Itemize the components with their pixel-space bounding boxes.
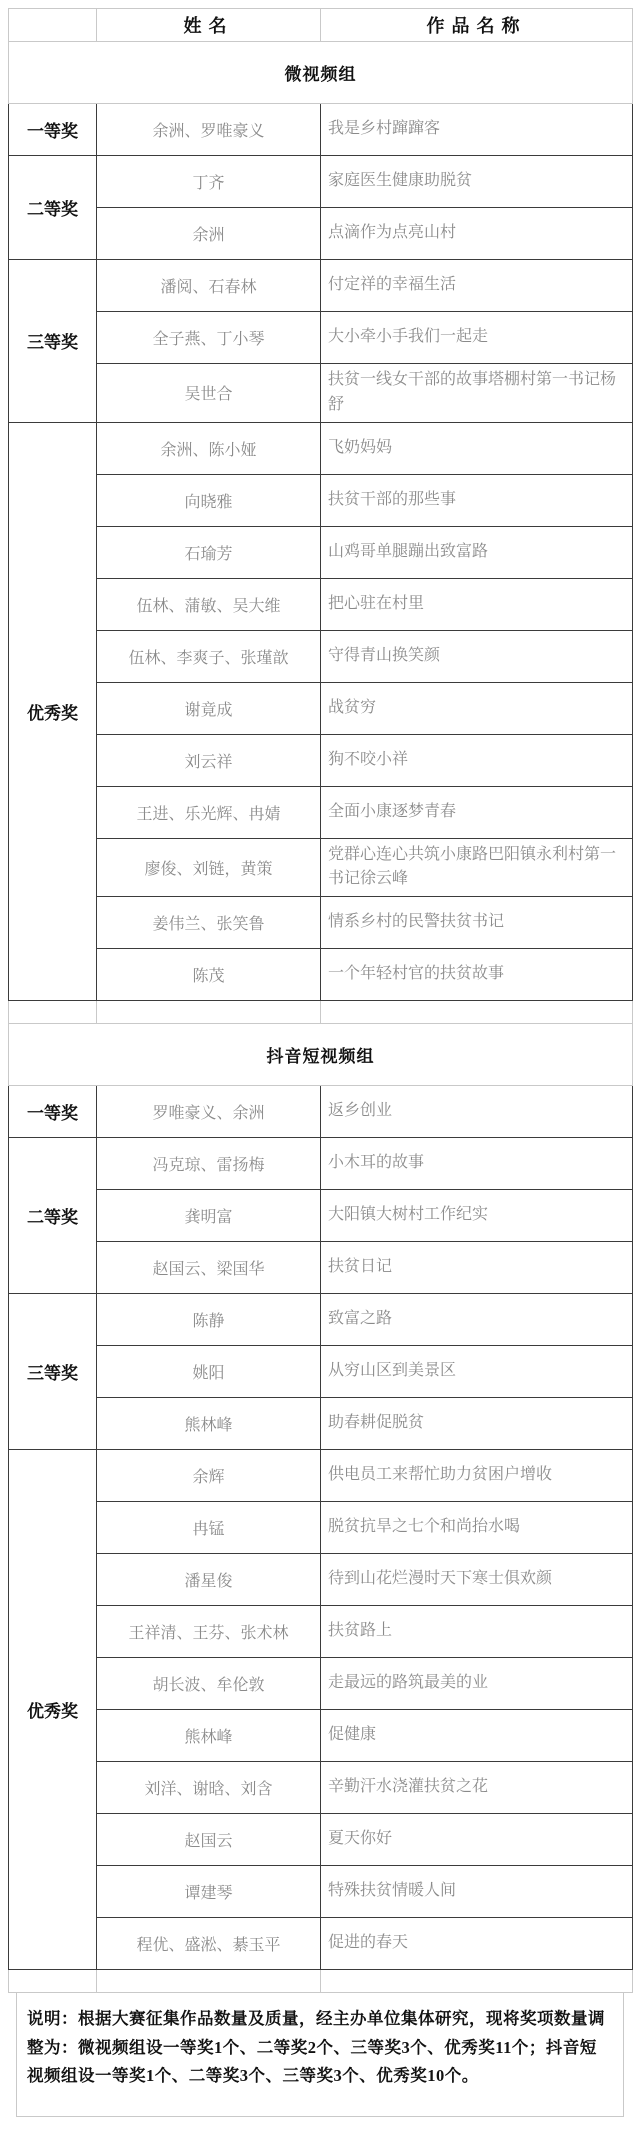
spacer-cell: [97, 1001, 321, 1024]
work-cell: 供电员工来帮忙助力贫困户增收: [321, 1450, 633, 1502]
entry-row: [9, 949, 633, 1001]
work-cell: 大阳镇大树村工作纪实: [321, 1190, 633, 1242]
entry-row: [9, 1398, 633, 1450]
entry-row: [9, 526, 633, 578]
work-cell: 扶贫路上: [321, 1606, 633, 1658]
entry-row: [9, 1658, 633, 1710]
work-cell: 大小牵小手我们一起走: [321, 312, 633, 364]
spacer-row: [9, 1001, 633, 1024]
work-cell: 飞奶妈妈: [321, 422, 633, 474]
work-cell: 致富之路: [321, 1294, 633, 1346]
name-cell: 陈茂: [97, 949, 321, 1001]
group-title: 微视频组: [9, 42, 633, 104]
entry-row: [9, 838, 633, 897]
entry-row: [9, 1710, 633, 1762]
award-label-cell: 三等奖: [9, 260, 97, 423]
work-cell: 夏天你好: [321, 1814, 633, 1866]
work-cell: 我是乡村蹿蹿客: [321, 104, 633, 156]
work-cell: 付定祥的幸福生活: [321, 260, 633, 312]
award-column-header: [9, 9, 97, 42]
name-cell: 王祥清、王芬、张术林: [97, 1606, 321, 1658]
name-cell: 程优、盛淞、綦玉平: [97, 1918, 321, 1970]
award-label-cell: 三等奖: [9, 1294, 97, 1450]
spacer-cell: [9, 1001, 97, 1024]
name-cell: 余辉: [97, 1450, 321, 1502]
entry-row: [9, 1190, 633, 1242]
name-cell: 吴世合: [97, 364, 321, 423]
awards-table: [8, 8, 633, 1993]
entry-row: [9, 1762, 633, 1814]
name-cell: 罗唯豪义、余洲: [97, 1086, 321, 1138]
work-cell: 扶贫一线女干部的故事塔棚村第一书记杨舒: [321, 364, 633, 423]
name-cell: 胡长波、牟伦敦: [97, 1658, 321, 1710]
work-cell: 走最远的路筑最美的业: [321, 1658, 633, 1710]
spacer-cell: [321, 1970, 633, 1993]
entry-row: [9, 897, 633, 949]
entry-row: [9, 682, 633, 734]
work-cell: 全面小康逐梦青春: [321, 786, 633, 838]
name-cell: 赵国云、梁国华: [97, 1242, 321, 1294]
award-label-cell: 二等奖: [9, 1138, 97, 1294]
name-cell: 石瑜芳: [97, 526, 321, 578]
name-cell: 龚明富: [97, 1190, 321, 1242]
entry-row: [9, 1814, 633, 1866]
name-cell: 伍林、蒲敏、吴大维: [97, 578, 321, 630]
name-cell: 向晓雅: [97, 474, 321, 526]
name-cell: 熊林峰: [97, 1710, 321, 1762]
work-cell: 待到山花烂漫时天下寒士俱欢颜: [321, 1554, 633, 1606]
work-cell: 小木耳的故事: [321, 1138, 633, 1190]
work-cell: 特殊扶贫情暖人间: [321, 1866, 633, 1918]
work-column-header: 作品名称: [321, 9, 633, 42]
name-cell: 冯克琼、雷扬梅: [97, 1138, 321, 1190]
entry-row: [9, 312, 633, 364]
spacer-cell: [97, 1970, 321, 1993]
name-cell: 熊林峰: [97, 1398, 321, 1450]
name-cell: 冉锰: [97, 1502, 321, 1554]
name-cell: 丁齐: [97, 156, 321, 208]
work-cell: 情系乡村的民警扶贫书记: [321, 897, 633, 949]
name-cell: 全子燕、丁小琴: [97, 312, 321, 364]
spacer-row: [9, 1970, 633, 1993]
work-cell: 战贫穷: [321, 682, 633, 734]
entry-row: [9, 1918, 633, 1970]
name-cell: 姜伟兰、张笑鲁: [97, 897, 321, 949]
entry-row: [9, 260, 633, 312]
name-cell: 赵国云: [97, 1814, 321, 1866]
name-cell: 伍林、李爽子、张瑾歆: [97, 630, 321, 682]
name-cell: 潘阅、石春林: [97, 260, 321, 312]
footer-note: 说明：根据大赛征集作品数量及质量，经主办单位集体研究，现将奖项数量调整为：微视频组设一等奖1个、二等奖2个、三等奖3个、优秀奖11个；抖音短视频组设一等奖1个、二等奖3个、三等奖3个、优秀奖10个。: [16, 1993, 624, 2117]
name-column-header: 姓名: [97, 9, 321, 42]
work-cell: 扶贫干部的那些事: [321, 474, 633, 526]
entry-row: [9, 156, 633, 208]
entry-row: [9, 1242, 633, 1294]
name-cell: 余洲、罗唯豪义: [97, 104, 321, 156]
entry-row: [9, 422, 633, 474]
entry-row: [9, 734, 633, 786]
group-title: 抖音短视频组: [9, 1024, 633, 1086]
entry-row: [9, 208, 633, 260]
entry-row: [9, 1606, 633, 1658]
entry-row: [9, 1346, 633, 1398]
work-cell: 促健康: [321, 1710, 633, 1762]
group-title-row: [9, 42, 633, 104]
work-cell: 一个年轻村官的扶贫故事: [321, 949, 633, 1001]
work-cell: 把心驻在村里: [321, 578, 633, 630]
entry-row: [9, 578, 633, 630]
work-cell: 点滴作为点亮山村: [321, 208, 633, 260]
name-cell: 刘云祥: [97, 734, 321, 786]
work-cell: 守得青山换笑颜: [321, 630, 633, 682]
work-cell: 山鸡哥单腿蹦出致富路: [321, 526, 633, 578]
award-label-cell: 一等奖: [9, 104, 97, 156]
award-label-cell: 优秀奖: [9, 422, 97, 1001]
work-cell: 家庭医生健康助脱贫: [321, 156, 633, 208]
work-cell: 辛勤汗水浇灌扶贫之花: [321, 1762, 633, 1814]
group-title-row: [9, 1024, 633, 1086]
entry-row: [9, 1138, 633, 1190]
name-cell: 王进、乐光辉、冉婧: [97, 786, 321, 838]
name-cell: 陈静: [97, 1294, 321, 1346]
spacer-cell: [9, 1970, 97, 1993]
entry-row: [9, 1086, 633, 1138]
work-cell: 脱贫抗旱之七个和尚抬水喝: [321, 1502, 633, 1554]
spacer-cell: [321, 1001, 633, 1024]
entry-row: [9, 364, 633, 423]
name-cell: 余洲、陈小娅: [97, 422, 321, 474]
work-cell: 狗不咬小祥: [321, 734, 633, 786]
entry-row: [9, 786, 633, 838]
work-cell: 从穷山区到美景区: [321, 1346, 633, 1398]
work-cell: 促进的春天: [321, 1918, 633, 1970]
entry-row: [9, 1554, 633, 1606]
name-cell: 谭建琴: [97, 1866, 321, 1918]
entry-row: [9, 1866, 633, 1918]
name-cell: 潘星俊: [97, 1554, 321, 1606]
name-cell: 余洲: [97, 208, 321, 260]
entry-row: [9, 1294, 633, 1346]
work-cell: 返乡创业: [321, 1086, 633, 1138]
entry-row: [9, 630, 633, 682]
award-label-cell: 一等奖: [9, 1086, 97, 1138]
award-label-cell: 优秀奖: [9, 1450, 97, 1970]
work-cell: 助春耕促脱贫: [321, 1398, 633, 1450]
entry-row: [9, 1450, 633, 1502]
award-label-cell: 二等奖: [9, 156, 97, 260]
table-header-row: [9, 9, 633, 42]
work-cell: 党群心连心共筑小康路巴阳镇永利村第一书记徐云峰: [321, 838, 633, 897]
name-cell: 谢竟成: [97, 682, 321, 734]
name-cell: 廖俊、刘链，黄策: [97, 838, 321, 897]
entry-row: [9, 474, 633, 526]
entry-row: [9, 104, 633, 156]
name-cell: 刘洋、谢晗、刘含: [97, 1762, 321, 1814]
name-cell: 姚阳: [97, 1346, 321, 1398]
entry-row: [9, 1502, 633, 1554]
work-cell: 扶贫日记: [321, 1242, 633, 1294]
